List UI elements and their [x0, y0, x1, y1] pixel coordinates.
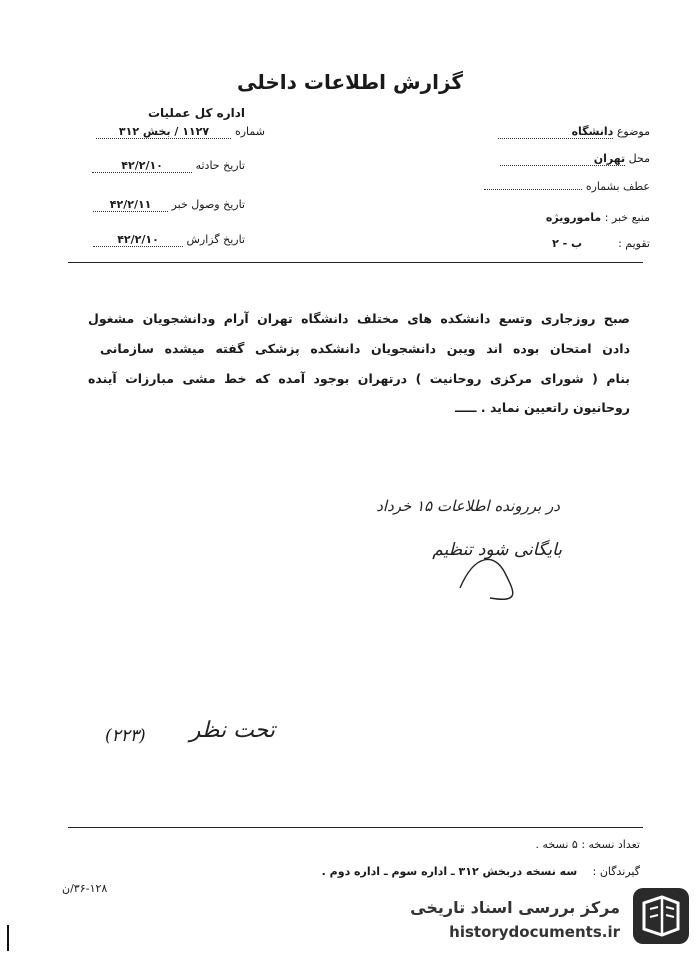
handwritten-note-line-2: بایگانی شود تنظیم: [432, 540, 562, 560]
signature-name: تحت نظر: [189, 718, 275, 743]
watermark-logo-icon: [632, 887, 690, 945]
report-date-field: [70, 233, 245, 247]
incident-date-label: تاریخ حادثه: [195, 159, 245, 172]
report-title: گزارش اطلاعات داخلی: [236, 70, 464, 94]
reference-value: [484, 189, 582, 190]
incident-date-value: ۴۲/۲/۱۰: [92, 159, 192, 173]
scan-edge-mark: [7, 925, 9, 951]
recipients-field: [240, 865, 640, 878]
number-field: [60, 125, 265, 139]
body-line-1: صبح روزجاری وتسع دانشکده های مختلف دانشگاه تهران آرام ودانشجویان مشغول: [88, 311, 630, 326]
source-field: [470, 211, 650, 224]
reference-label: عطف بشماره: [585, 180, 650, 193]
document-code: ۳۶-۱۲۸/ن: [62, 882, 108, 895]
rating-value: ب - ۲: [552, 237, 583, 250]
location-field: [470, 152, 650, 166]
source-value: مامورویژه: [545, 211, 602, 224]
location-label: محل: [628, 152, 650, 165]
recipients-label: گیرندگان :: [592, 865, 640, 878]
subject-label: موضوع: [616, 125, 650, 138]
number-label: شماره: [234, 125, 265, 138]
department-name: اداره کل عملیات: [147, 106, 245, 120]
body-line-2: دادن امتحان بوده اند ویبن دانشجویان دانشکده پزشکی گفته میشده سازمانی: [100, 341, 630, 356]
subject-field: [470, 125, 650, 139]
received-date-value: ۴۲/۲/۱۱: [93, 198, 168, 212]
header-divider: [68, 262, 643, 263]
watermark-name: مرکز بررسی اسناد تاریخی: [410, 898, 620, 917]
handwritten-flourish: [450, 548, 530, 608]
subject-value: دانشگاه: [498, 125, 613, 139]
source-label: منبع خبر :: [604, 211, 650, 224]
report-date-label: تاریخ گزارش: [186, 233, 245, 246]
received-date-label: تاریخ وصول خبر: [171, 198, 245, 211]
incident-date-field: [70, 159, 245, 173]
footer-divider: [68, 827, 643, 828]
handwritten-note-line-1: در بررونده اطلاعات ۱۵ خرداد: [376, 497, 560, 515]
recipients-value: سه نسخه دربخش ۳۱۲ ـ اداره سوم ـ اداره دوم .: [321, 865, 578, 878]
location-value: تهران: [500, 152, 625, 166]
report-date-value: ۴۲/۲/۱۰: [93, 233, 183, 247]
copies-count: تعداد نسخه : ۵ نسخه .: [535, 838, 640, 851]
watermark-url: historydocuments.ir: [449, 923, 620, 941]
rating-field: [470, 237, 650, 250]
rating-label: تقویم :: [618, 237, 650, 250]
signature-number: (۲۲۳): [105, 726, 146, 746]
signature-block: [105, 718, 275, 768]
number-value: ۱۱۲۷ / بخش ۳۱۲: [96, 125, 231, 139]
body-line-3: بنام ( شورای مرکزی روحانیت ) درتهران بوجود آمده که خط مشی مبارزات آینده: [88, 371, 630, 386]
reference-field: [470, 180, 650, 193]
body-line-4: روحانیون راتعیین نماید . ـــــ: [455, 400, 630, 415]
received-date-field: [70, 198, 245, 212]
